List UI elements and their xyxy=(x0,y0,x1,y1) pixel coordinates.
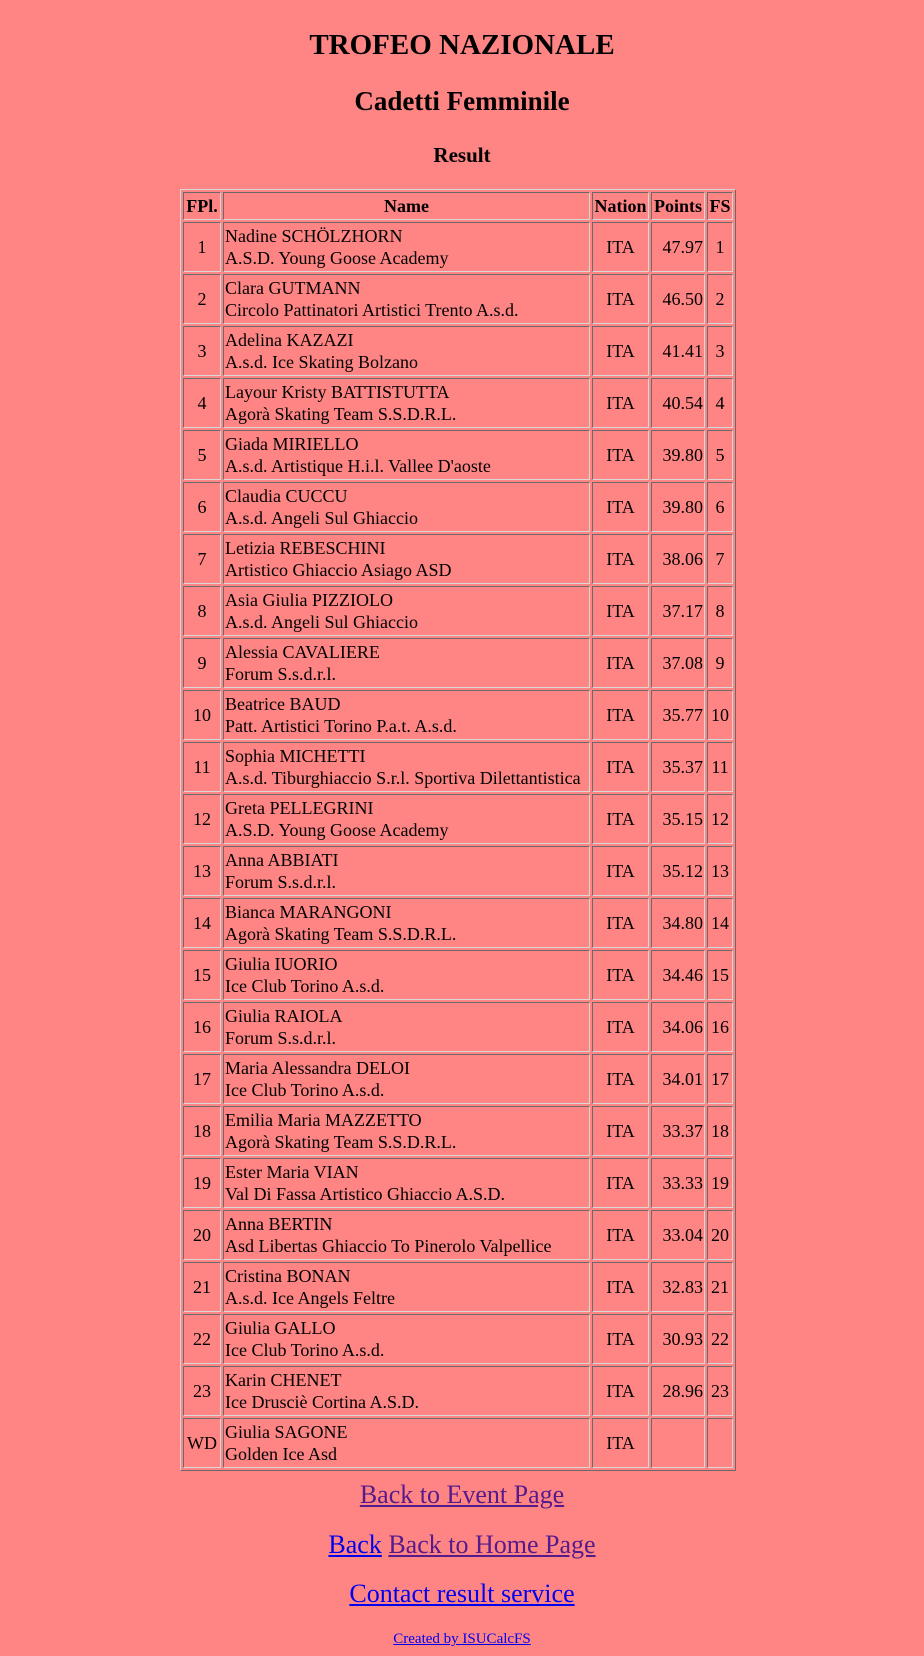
nation-cell: ITA xyxy=(592,1418,649,1468)
nation-cell: ITA xyxy=(592,378,649,428)
table-row xyxy=(183,638,733,688)
name-cell xyxy=(223,1106,590,1156)
points-cell: 32.83 xyxy=(651,1262,705,1312)
skater-club: A.s.d. Artistique H.i.l. Vallee D'aoste xyxy=(225,456,491,476)
name-cell xyxy=(223,326,590,376)
skater-name: Sophia MICHETTI xyxy=(225,746,366,766)
table-row xyxy=(183,1002,733,1052)
place-cell: 11 xyxy=(183,742,221,792)
skater-name: Giulia RAIOLA xyxy=(225,1006,343,1026)
skater-club: Ice Club Torino A.s.d. xyxy=(225,1340,385,1360)
place-cell: 3 xyxy=(183,326,221,376)
points-cell: 40.54 xyxy=(651,378,705,428)
event-nav xyxy=(0,1479,924,1511)
nation-cell: ITA xyxy=(592,638,649,688)
place-cell: 9 xyxy=(183,638,221,688)
contact-result-service-link[interactable]: Contact result service xyxy=(349,1579,575,1608)
place-cell: 5 xyxy=(183,430,221,480)
nation-cell: ITA xyxy=(592,534,649,584)
skater-name: Karin CHENET xyxy=(225,1370,342,1390)
skater-name: Layour Kristy BATTISTUTTA xyxy=(225,382,450,402)
table-row xyxy=(183,534,733,584)
skater-name: Maria Alessandra DELOI xyxy=(225,1058,410,1078)
nation-cell: ITA xyxy=(592,846,649,896)
skater-club: Artistico Ghiaccio Asiago ASD xyxy=(225,560,452,580)
skater-name: Greta PELLEGRINI xyxy=(225,798,374,818)
fs-cell: 20 xyxy=(707,1210,733,1260)
fs-cell: 22 xyxy=(707,1314,733,1364)
table-row xyxy=(183,950,733,1000)
fs-cell: 21 xyxy=(707,1262,733,1312)
name-cell xyxy=(223,1002,590,1052)
points-cell: 35.15 xyxy=(651,794,705,844)
section-title: Result xyxy=(433,143,491,167)
nation-cell: ITA xyxy=(592,430,649,480)
name-cell xyxy=(223,898,590,948)
points-cell: 28.96 xyxy=(651,1366,705,1416)
skater-name: Emilia Maria MAZZETTO xyxy=(225,1110,422,1130)
skater-name: Anna ABBIATI xyxy=(225,850,339,870)
skater-name: Cristina BONAN xyxy=(225,1266,351,1286)
points-cell: 39.80 xyxy=(651,430,705,480)
skater-club: A.s.d. Ice Angels Feltre xyxy=(225,1288,395,1308)
table-row xyxy=(183,742,733,792)
place-cell: 18 xyxy=(183,1106,221,1156)
nation-cell: ITA xyxy=(592,950,649,1000)
points-cell: 37.08 xyxy=(651,638,705,688)
place-cell: 12 xyxy=(183,794,221,844)
skater-club: Ice Club Torino A.s.d. xyxy=(225,976,385,996)
place-cell: 23 xyxy=(183,1366,221,1416)
table-row xyxy=(183,1418,733,1468)
name-cell xyxy=(223,950,590,1000)
fs-cell: 17 xyxy=(707,1054,733,1104)
skater-club: A.s.d. Tiburghiaccio S.r.l. Sportiva Dilettantistica xyxy=(225,768,581,788)
name-cell xyxy=(223,1054,590,1104)
place-cell: 14 xyxy=(183,898,221,948)
nation-cell: ITA xyxy=(592,742,649,792)
name-cell xyxy=(223,1262,590,1312)
nation-cell: ITA xyxy=(592,274,649,324)
table-row xyxy=(183,794,733,844)
name-cell xyxy=(223,1158,590,1208)
fs-cell: 9 xyxy=(707,638,733,688)
nation-cell: ITA xyxy=(592,1106,649,1156)
skater-name: Nadine SCHÖLZHORN xyxy=(225,226,403,246)
skater-name: Alessia CAVALIERE xyxy=(225,642,380,662)
fs-cell: 6 xyxy=(707,482,733,532)
points-cell: 38.06 xyxy=(651,534,705,584)
points-cell: 34.80 xyxy=(651,898,705,948)
nation-cell: ITA xyxy=(592,222,649,272)
table-row xyxy=(183,1314,733,1364)
column-header-points: Points xyxy=(651,192,705,220)
fs-cell: 5 xyxy=(707,430,733,480)
skater-name: Anna BERTIN xyxy=(225,1214,333,1234)
nation-cell: ITA xyxy=(592,794,649,844)
name-cell xyxy=(223,1210,590,1260)
results-table-body xyxy=(183,222,733,1468)
points-cell: 35.37 xyxy=(651,742,705,792)
name-cell xyxy=(223,794,590,844)
skater-club: Ice Club Torino A.s.d. xyxy=(225,1080,385,1100)
nation-cell: ITA xyxy=(592,326,649,376)
event-title: TROFEO NAZIONALE xyxy=(309,29,615,61)
place-cell: 8 xyxy=(183,586,221,636)
table-row xyxy=(183,898,733,948)
column-header-name: Name xyxy=(223,192,590,220)
fs-cell: 3 xyxy=(707,326,733,376)
name-cell xyxy=(223,430,590,480)
place-cell: 19 xyxy=(183,1158,221,1208)
table-row xyxy=(183,1106,733,1156)
skater-club: Ice Drusciè Cortina A.S.D. xyxy=(225,1392,419,1412)
nation-cell: ITA xyxy=(592,586,649,636)
points-cell: 34.46 xyxy=(651,950,705,1000)
table-row xyxy=(183,690,733,740)
nation-cell: ITA xyxy=(592,1158,649,1208)
fs-cell: 4 xyxy=(707,378,733,428)
name-cell xyxy=(223,274,590,324)
name-cell xyxy=(223,1418,590,1468)
place-cell: 16 xyxy=(183,1002,221,1052)
column-header-fs: FS xyxy=(707,192,733,220)
table-row xyxy=(183,430,733,480)
skater-name: Giada MIRIELLO xyxy=(225,434,359,454)
fs-cell xyxy=(707,1418,733,1468)
skater-club: A.S.D. Young Goose Academy xyxy=(225,820,449,840)
fs-cell: 23 xyxy=(707,1366,733,1416)
fs-cell: 13 xyxy=(707,846,733,896)
place-cell: 15 xyxy=(183,950,221,1000)
place-cell: 10 xyxy=(183,690,221,740)
place-cell: 13 xyxy=(183,846,221,896)
place-cell: 2 xyxy=(183,274,221,324)
skater-club: A.s.d. Ice Skating Bolzano xyxy=(225,352,418,372)
table-row xyxy=(183,378,733,428)
fs-cell: 7 xyxy=(707,534,733,584)
table-row xyxy=(183,1158,733,1208)
nation-cell: ITA xyxy=(592,690,649,740)
name-cell xyxy=(223,742,590,792)
points-cell: 39.80 xyxy=(651,482,705,532)
skater-club: A.s.d. Angeli Sul Ghiaccio xyxy=(225,612,418,632)
skater-name: Giulia GALLO xyxy=(225,1318,336,1338)
points-cell: 30.93 xyxy=(651,1314,705,1364)
skater-club: Agorà Skating Team S.S.D.R.L. xyxy=(225,1132,457,1152)
skater-club: Forum S.s.d.r.l. xyxy=(225,1028,337,1048)
points-cell: 33.33 xyxy=(651,1158,705,1208)
nation-cell: ITA xyxy=(592,1054,649,1104)
points-cell: 35.77 xyxy=(651,690,705,740)
skater-name: Adelina KAZAZI xyxy=(225,330,354,350)
skater-club: Val Di Fassa Artistico Ghiaccio A.S.D. xyxy=(225,1184,505,1204)
points-cell: 47.97 xyxy=(651,222,705,272)
skater-name: Claudia CUCCU xyxy=(225,486,348,506)
points-cell: 37.17 xyxy=(651,586,705,636)
fs-cell: 14 xyxy=(707,898,733,948)
table-row xyxy=(183,326,733,376)
fs-cell: 2 xyxy=(707,274,733,324)
skater-club: Agorà Skating Team S.S.D.R.L. xyxy=(225,924,457,944)
table-header-row xyxy=(183,192,733,220)
nation-cell: ITA xyxy=(592,1002,649,1052)
back-to-event-link[interactable]: Back to Event Page xyxy=(359,1480,565,1509)
fs-cell: 15 xyxy=(707,950,733,1000)
skater-club: Golden Ice Asd xyxy=(225,1444,337,1464)
place-cell: 7 xyxy=(183,534,221,584)
name-cell xyxy=(223,690,590,740)
table-row xyxy=(183,222,733,272)
column-header-nation: Nation xyxy=(592,192,649,220)
nation-cell: ITA xyxy=(592,1262,649,1312)
nation-cell: ITA xyxy=(592,1314,649,1364)
contact-nav xyxy=(0,1578,924,1610)
created-by-link[interactable]: Created by ISUCalcFS xyxy=(393,1631,531,1647)
place-cell: 4 xyxy=(183,378,221,428)
name-cell xyxy=(223,482,590,532)
name-cell xyxy=(223,222,590,272)
nation-cell: ITA xyxy=(592,482,649,532)
category-title: Cadetti Femminile xyxy=(354,86,570,116)
fs-cell: 19 xyxy=(707,1158,733,1208)
fs-cell: 10 xyxy=(707,690,733,740)
points-cell: 34.06 xyxy=(651,1002,705,1052)
skater-club: Agorà Skating Team S.S.D.R.L. xyxy=(225,404,457,424)
table-row xyxy=(183,1366,733,1416)
name-cell xyxy=(223,586,590,636)
fs-cell: 11 xyxy=(707,742,733,792)
place-cell: WD xyxy=(183,1418,221,1468)
results-table xyxy=(180,189,736,1471)
nation-cell: ITA xyxy=(592,1210,649,1260)
name-cell xyxy=(223,534,590,584)
skater-club: A.S.D. Young Goose Academy xyxy=(225,248,449,268)
skater-name: Beatrice BAUD xyxy=(225,694,341,714)
skater-club: Forum S.s.d.r.l. xyxy=(225,872,337,892)
back-link[interactable]: Back xyxy=(328,1530,382,1559)
fs-cell: 12 xyxy=(707,794,733,844)
name-cell xyxy=(223,1314,590,1364)
table-row xyxy=(183,1054,733,1104)
place-cell: 6 xyxy=(183,482,221,532)
name-cell xyxy=(223,638,590,688)
fs-cell: 8 xyxy=(707,586,733,636)
place-cell: 1 xyxy=(183,222,221,272)
table-row xyxy=(183,586,733,636)
nation-cell: ITA xyxy=(592,898,649,948)
skater-club: Circolo Pattinatori Artistici Trento A.s.d. xyxy=(225,300,519,320)
column-header-place: FPl. xyxy=(183,192,221,220)
fs-cell: 16 xyxy=(707,1002,733,1052)
skater-club: Asd Libertas Ghiaccio To Pinerolo Valpellice xyxy=(225,1236,552,1256)
table-row xyxy=(183,1262,733,1312)
table-row xyxy=(183,1210,733,1260)
points-cell: 35.12 xyxy=(651,846,705,896)
points-cell: 33.37 xyxy=(651,1106,705,1156)
skater-name: Bianca MARANGONI xyxy=(225,902,392,922)
skater-name: Asia Giulia PIZZIOLO xyxy=(225,590,393,610)
name-cell xyxy=(223,1366,590,1416)
skater-name: Giulia IUORIO xyxy=(225,954,338,974)
points-cell: 41.41 xyxy=(651,326,705,376)
table-row xyxy=(183,274,733,324)
fs-cell: 1 xyxy=(707,222,733,272)
name-cell xyxy=(223,846,590,896)
skater-name: Clara GUTMANN xyxy=(225,278,361,298)
name-cell xyxy=(223,378,590,428)
skater-club: Forum S.s.d.r.l. xyxy=(225,664,337,684)
table-row xyxy=(183,482,733,532)
back-to-home-link[interactable]: Back to Home Page xyxy=(388,1530,596,1559)
place-cell: 17 xyxy=(183,1054,221,1104)
table-row xyxy=(183,846,733,896)
home-nav xyxy=(0,1529,924,1561)
points-cell: 33.04 xyxy=(651,1210,705,1260)
nation-cell: ITA xyxy=(592,1366,649,1416)
skater-club: A.s.d. Angeli Sul Ghiaccio xyxy=(225,508,418,528)
place-cell: 20 xyxy=(183,1210,221,1260)
points-cell xyxy=(651,1418,705,1468)
place-cell: 22 xyxy=(183,1314,221,1364)
skater-club: Patt. Artistici Torino P.a.t. A.s.d. xyxy=(225,716,457,736)
skater-name: Ester Maria VIAN xyxy=(225,1162,359,1182)
credits-nav xyxy=(0,1630,924,1648)
fs-cell: 18 xyxy=(707,1106,733,1156)
skater-name: Letizia REBESCHINI xyxy=(225,538,386,558)
skater-name: Giulia SAGONE xyxy=(225,1422,348,1442)
points-cell: 46.50 xyxy=(651,274,705,324)
points-cell: 34.01 xyxy=(651,1054,705,1104)
place-cell: 21 xyxy=(183,1262,221,1312)
